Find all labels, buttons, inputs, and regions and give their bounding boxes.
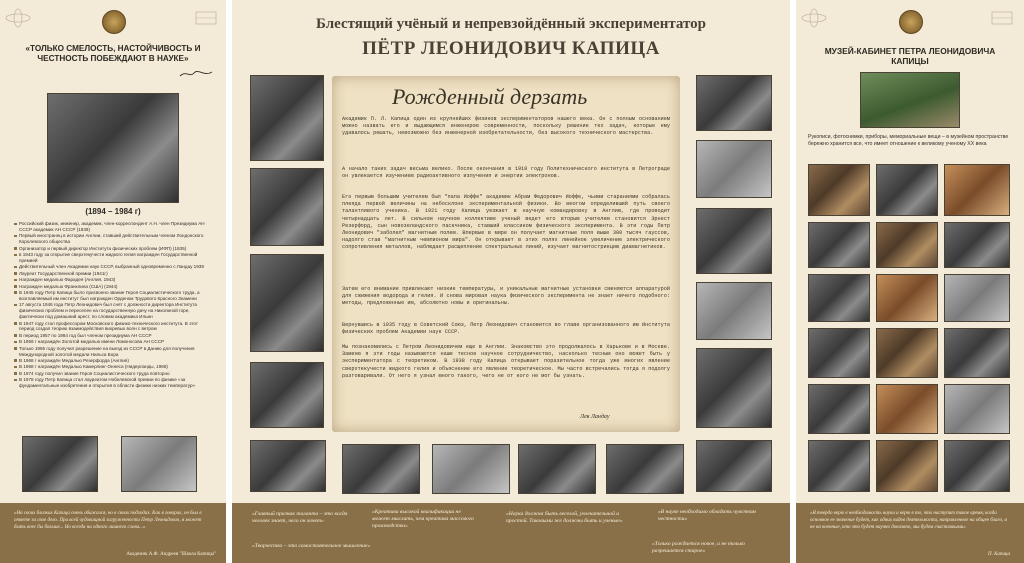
- museum-photo: [808, 164, 870, 216]
- museum-photo: [808, 274, 870, 322]
- footer-quote: «Только рождается новое, а не только разрешается старое»: [652, 541, 745, 554]
- center-title-line2: ПЁТР ЛЕОНИДОВИЧ КАПИЦА: [362, 38, 660, 59]
- museum-photo: [944, 440, 1010, 492]
- fact-item: В 1968 г награждён Медалью Камерлинг-Оннеса (Нидерланды, 1968): [14, 364, 214, 370]
- photo-laboratory: [696, 208, 772, 274]
- academy-emblem-icon: [899, 10, 923, 34]
- fact-item: Организатор и первый директор Института физических проблем (ИФП) (1935): [14, 246, 214, 252]
- fact-item: В 1947 году стал профессором Московского физико-технического института. В этот период создал теорию взаимодействия вихревых волн с ветром: [14, 321, 214, 333]
- museum-photo: [876, 222, 938, 268]
- fact-item: Лауреат Государственной премии (1941г): [14, 271, 214, 277]
- museum-photo: [944, 274, 1010, 322]
- museum-photo: [808, 222, 870, 268]
- photo-young-kapitsa: [250, 75, 324, 161]
- fact-item: Награжден медалью Франклина (США) (1944): [14, 284, 214, 290]
- paragraph: Затем его внимание привлекают низкие температуры, и уникальные магнитные установки сменяются аппаратурой для сжижения водорода и гелия. И снова мировая наука физического эксперимента не знает ничего подобного: методы, предложенные им, абсолютно новы и оригинальны.: [342, 286, 670, 307]
- photo-strip-1: [250, 440, 326, 492]
- right-title: МУЗЕЙ-КАБИНЕТ ПЕТРА ЛЕОНИДОВИЧА КАПИЦЫ: [824, 46, 996, 66]
- museum-photo: [876, 328, 938, 378]
- fact-item: В 1968 г награждён Медалью Резерфорда (Англия): [14, 358, 214, 364]
- paragraph: Его первым большим учителем был "папа Иоффе" академик Абрам Федорович Иоффе, чьими стараниями собралась плеяда первой величины на небосклоне экспериментальной физики. Во многом определивший путь своего талантливого ученика. В 1921 году Капица уезжает в научную командировку в Англию, где проводит четырнадцать лет. В сильном научном коллективе ученый ведет его вторым учителем становится Эрнест Резерфорд, сын новозеландского пасечника, ставший классиком физического эксперимента. В эти годы Петр Леонидович "заболел" магнитным полем. Впервые в мире он получает магнитные поля выше 300 тысяч гауссов, надолго став "магнитным чемпионом мира". Он открывает в этих полях линейное увеличение электрического сопротивления металлов, наблюдает расщепление спектральных линий, изучает магнитострикцию диамагнетиков.: [342, 194, 670, 251]
- left-poster: [0, 0, 226, 563]
- fact-item: Первый иностранец в истории Англии, ставший действительным членом Лондонского Королевского общества: [14, 233, 214, 245]
- kapitsa-portrait: [47, 93, 179, 203]
- photo-equipment: [696, 282, 772, 340]
- museum-photo: [876, 384, 938, 434]
- photo-kapitsa-suit: [696, 75, 772, 131]
- photo-strip-6: [696, 440, 772, 492]
- left-footer-author: Академик А.Ф. Андреев "Школа Капицы": [126, 552, 216, 557]
- apparatus-sketch-icon: [192, 8, 220, 28]
- photo-two-scientists: [250, 362, 324, 428]
- footer-quote: «Креатива высокой квалификации не может мыслить, чем креатива массового производства»: [372, 509, 474, 529]
- group-photo: [22, 436, 98, 492]
- life-years: (1894 – 1984 г): [85, 207, 141, 216]
- photo-strip-3: [432, 444, 510, 494]
- footer-quote: «Творчество – это самостоятельное мышление»: [252, 543, 371, 549]
- atom-sketch-icon: [800, 8, 828, 28]
- apparatus-sketch-icon: [988, 8, 1016, 28]
- fact-item: 17 августа 1946 года Петр Леонидович был снят с должности директора Института физических проблем и переселен на государственную дачу на Николиной горе, фактически под домашний арест, по словам академика Ильин: [14, 302, 214, 320]
- right-footer-quote: «Я твердо верю в необходимость науки и верю в то, что наступит такое время, когда основное ее значение будет, как одних видов деятельности, направленное на общее благо, а не на военные, кто это будет научно доказано, мы будем счастливыми»: [810, 511, 1007, 530]
- right-footer: [796, 503, 1024, 563]
- right-footer-author: П. Капица: [988, 552, 1010, 557]
- right-poster: [796, 0, 1024, 563]
- photo-strip-5: [606, 444, 684, 494]
- fact-item: Действительный член Академии наук СССР, выбранный одновременно с Ландау 1939: [14, 264, 214, 270]
- photo-portrait-glasses: [250, 254, 324, 352]
- museum-photo: [808, 328, 870, 378]
- left-title: «ТОЛЬКО СМЕЛОСТЬ, НАСТОЙЧИВОСТЬ И ЧЕСТНОСТЬ ПОБЕЖДАЮТ В НАУКЕ»: [25, 44, 201, 63]
- biography-facts: [14, 221, 214, 389]
- institute-building-photo: [121, 436, 197, 492]
- photo-group-standing: [696, 140, 772, 198]
- center-footer: [232, 503, 790, 563]
- paragraph: Вернувшись в 1935 году в Советский Союз, Петр Леонидович становится во главе организованного им Института физических проблем Академии наук СССР.: [342, 322, 670, 336]
- fact-item: Российский физик, инженер, академик, член-корреспондент А.Н. член Президиума АН СССР академик АН СССР (1939): [14, 221, 214, 233]
- museum-photo: [808, 384, 870, 434]
- photo-strip-4: [518, 444, 596, 494]
- footer-quote: «Главный признак таланта – это когда человек знает, чего он хочет»: [252, 511, 348, 524]
- parchment-text: [332, 76, 680, 432]
- landau-signature: Лев Ландау: [580, 414, 610, 420]
- museum-building-photo: [860, 72, 960, 128]
- footer-quote: «В науке необходимо обладать чувством честности»: [658, 509, 756, 522]
- fact-item: Только 1965 году получил разрешение на выезд из СССР в Данию для получения Международной золотой медали Нильса Бора: [14, 346, 214, 358]
- fact-item: В период 1957 по 1984 год был членом президиума АН СССР: [14, 333, 214, 339]
- fact-item: В 1974 году получил звание Героя Социалистического труда повторно: [14, 371, 214, 377]
- museum-photo: [876, 164, 938, 216]
- museum-photo: [944, 222, 1010, 268]
- museum-intro: Рукописи, фотоснимки, приборы, мемориальные вещи – в музейном пространстве бережно хранится все, что имеет отношение к великому ученому XX века: [808, 134, 1009, 147]
- atom-sketch-icon: [4, 8, 32, 28]
- fact-item: В 1945 году Петр Капица было присвоено звание Героя Социалистического труда, а возглавляемый им институт был награжден Орденом Трудового Красного Знамени: [14, 290, 214, 302]
- paragraph: Мы познакомились с Петром Леонидовичем еще в Англии. Знакомство это продолжалось в Харькове и в Москве. Заменю я эти годы называются наше тесное научное сотрудничество, насколько тесным оно может быть у экспериментатора с теоретиком. В 1938 году Капица открывает поразительное тогда уже многих явление сверхтекучести жидкого гелия и объяснение его явление теоретическое. Мы часто встречались тогда я подолгу разговаривали. От него я узнал много такого, чего не от кого не мог бы узнать.: [342, 344, 670, 379]
- photo-elderly-kapitsa: [696, 348, 772, 428]
- parchment-heading: Рожденный дерзать: [392, 84, 588, 109]
- left-footer-quote: «На своих близких Капица очень обижался, но в своих подходах. Как я говорил, он был в ответе за свое дело. При всей чудовищной загруженности Петр Леонидович, я может быть внес бы больше... Но всегда ни одного лишнего слова...»: [14, 511, 202, 530]
- fact-item: В 1959 г награждён Золотой медалью имени Ломоносова АН СССР: [14, 339, 214, 345]
- signature-icon: [178, 68, 214, 80]
- footer-quote: «Наука должна быть веселой, увлекательной и простой. Таковыми же должны быть и ученые»: [506, 511, 623, 524]
- museum-photo: [808, 440, 870, 492]
- fact-item: Награжден медалью Фарадея (Англия, 1943): [14, 277, 214, 283]
- photo-colleagues: [250, 168, 324, 246]
- fact-item: В 1978 году Петр Капица стал лауреатом Нобелевской премии по физике «за фундаментальные изобретения и открытия в области физики низких температур»: [14, 377, 214, 389]
- paragraph: А начало таких задач весьма велико. После окончания в 1918 году Политехнического института в Петрограде он увлекается изучением радиоактивного излучения и энергии электронов.: [342, 166, 670, 180]
- fact-item: в 1943 году за открытие сверхтекучести жидкого гелия награжден Государственной премией: [14, 252, 214, 264]
- museum-photo: [876, 440, 938, 492]
- center-poster: [232, 0, 790, 563]
- academy-emblem-icon: [102, 10, 126, 34]
- museum-photo: [944, 164, 1010, 216]
- museum-photo: [944, 328, 1010, 378]
- center-title-line1: Блестящий учёный и непревзойдённый экспериментатор: [315, 16, 707, 32]
- left-footer: [0, 503, 226, 563]
- paragraph: Академик П. Л. Капица один из крупнейших физиков экспериментаторов нашего века. Он с полным основанием можно назвать его и выдающимся инженером современности, поскольку решение тех задач, которые ему удавалось решать, невозможно без инженерной изобретательности, без высокого технического мастерства.: [342, 116, 670, 137]
- museum-photo: [944, 384, 1010, 434]
- museum-photo: [876, 274, 938, 322]
- photo-strip-2: [342, 444, 420, 494]
